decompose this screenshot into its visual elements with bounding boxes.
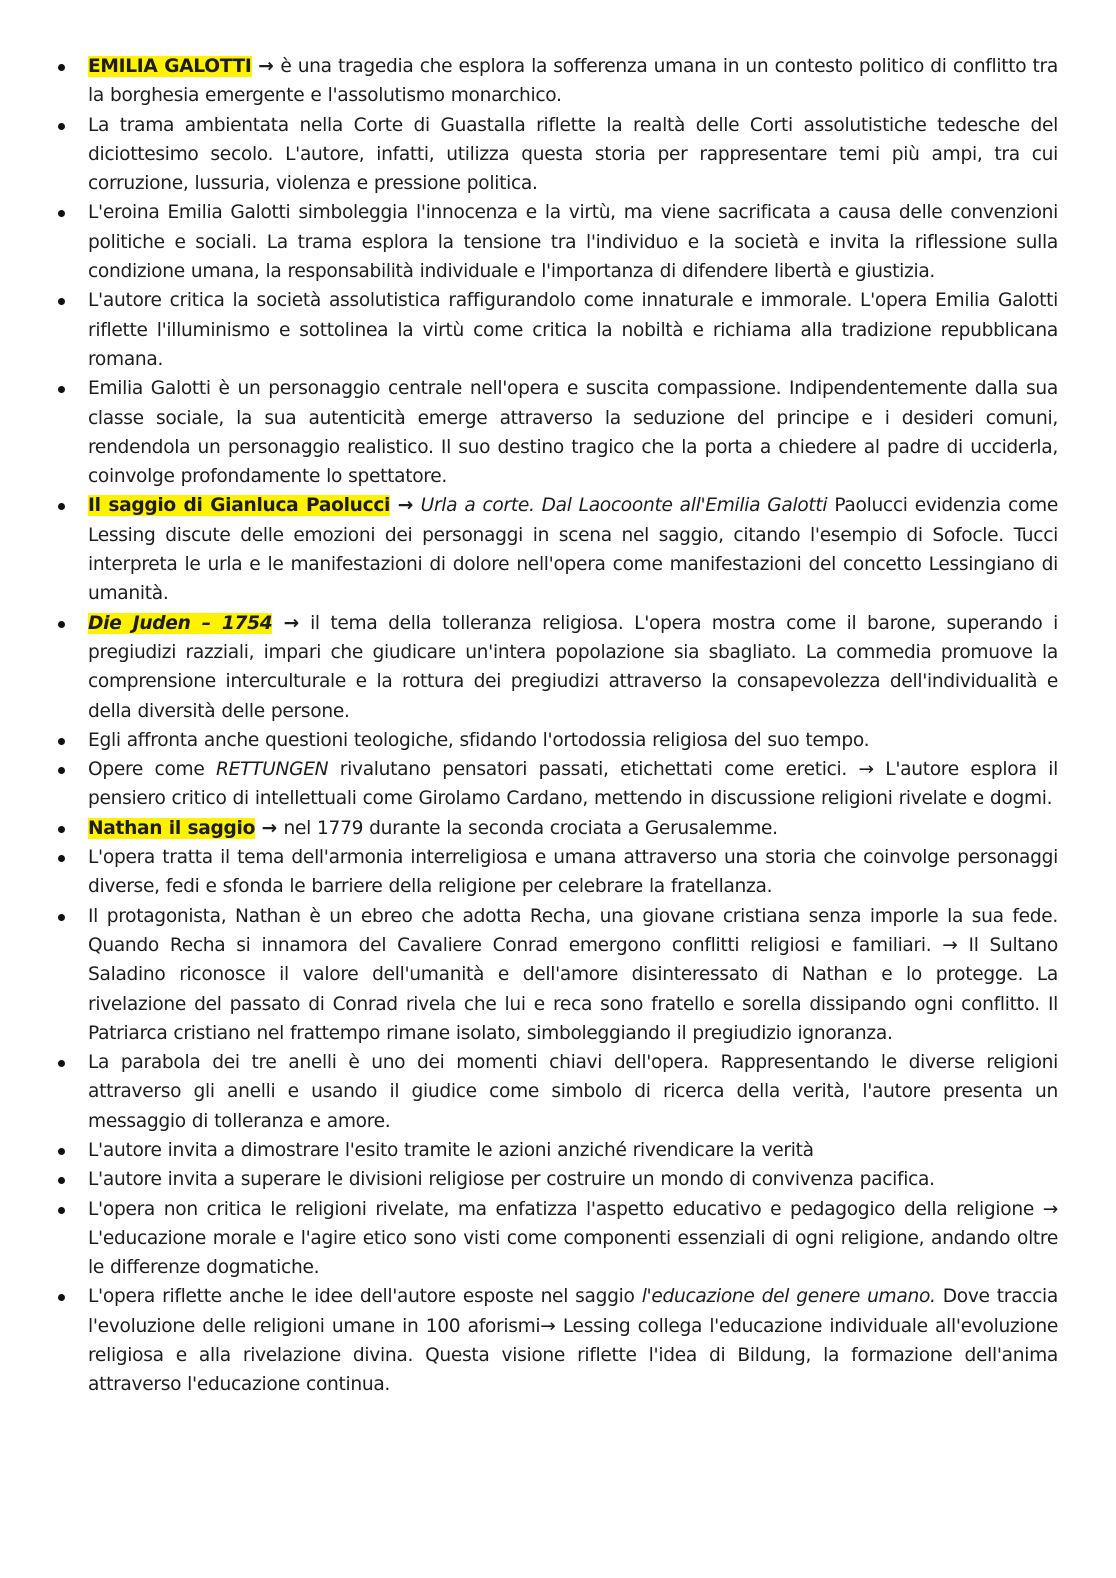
item-text: La parabola dei tre anelli è uno dei momenti chiavi dell'opera. Rappresentando le diverse religioni attraverso gli anelli e usando il giudice come simbolo di ricerca della verità, l'autore presenta un messaggio di tolleranza e amore. [88,1052,1058,1132]
work-title: RETTUNGEN [216,759,329,781]
essay-title: Urla a corte. Dal Laocoonte all'Emilia Galotti [420,495,828,517]
notes-list [60,52,1058,1400]
list-item [60,726,1058,755]
item-text: L'autore invita a dimostrare l'esito tramite le azioni anziché rivendicare la verità [88,1139,814,1161]
item-text: il tema della tolleranza religiosa. L'opera mostra come il barone, superando i pregiudizi razziali, impari che giudicare un'intera popolazione sia sbagliato. La commedia promuove la comprensione interculturale e la rottura dei pregiudizi attraverso la consapevolezza dell'individualità e della diversità delle persone. [88,612,1058,722]
arrow-icon: → [255,817,284,839]
list-item [60,111,1058,199]
list-item [60,814,1058,843]
essay-title: l'educazione del genere umano. [641,1286,936,1308]
list-item [60,491,1058,608]
highlighted-heading: Nathan il saggio [88,817,256,839]
arrow-icon: → [251,56,281,77]
item-text: L'autore invita a superare le divisioni religiose per costruire un mondo di convivenza pacifica. [88,1169,935,1191]
list-item [60,52,1058,111]
list-item [60,902,1058,1048]
item-text: Dove traccia l'evoluzione delle religioni umane in 100 aforismi→ Lessing collega l'educazione individuale all'evoluzione religiosa e alla rivelazione divina. Questa visione riflette l'idea di Bildung, la formazione dell'anima attraverso l'educazione continua. [88,1286,1058,1396]
item-text: Il protagonista, Nathan è un ebreo che adotta Recha, una giovane cristiana senza imporle la sua fede. Quando Recha si innamora del Cavaliere Conrad emergono conflitti religiosi e familiari. → Il Sultano Saladino riconosce il valore dell'umanità e dell'amore disinteressato di Nathan e lo protegge. La rivelazione del passato di Conrad rivela che lui e reca sono fratello e sorella dissipando ogni conflitto. Il Patriarca cristiano nel frattempo rimane isolato, simboleggiando il pregiudizio ignoranza. [88,905,1058,1044]
highlighted-heading: EMILIA GALOTTI [88,56,252,77]
list-item [60,286,1058,374]
highlighted-heading: Die Juden – 1754 [88,612,273,634]
item-text: rivalutano pensatori passati, etichettati come eretici. → L'autore esplora il pensiero critico di intellettuali come Girolamo Cardano, mettendo in discussione religioni rivelate e dogmi. [88,759,1058,810]
list-item [60,374,1058,491]
list-item [60,1282,1058,1399]
list-item [60,198,1058,286]
list-item [60,1136,1058,1165]
item-text: Paolucci evidenzia come Lessing discute delle emozioni dei personaggi in scena nel saggio, citando l'esempio di Sofocle. Tucci interpreta le urla e le manifestazioni di dolore nell'opera come manifestazioni del concetto Lessingiano di umanità. [88,495,1058,605]
item-prefix: L'opera riflette anche le idee dell'autore esposte nel saggio [88,1286,642,1308]
list-item [60,843,1058,902]
arrow-icon: → [390,495,421,517]
list-item [60,1048,1058,1136]
item-text: La trama ambientata nella Corte di Guastalla riflette la realtà delle Corti assolutistiche tedesche del diciottesimo secolo. L'autore, infatti, utilizza questa storia per rappresentare temi più ampi, tra cui corruzione, lussuria, violenza e pressione politica. [88,114,1058,195]
item-text: nel 1779 durante la seconda crociata a Gerusalemme. [283,817,778,839]
list-item [60,1195,1058,1283]
highlighted-heading: Il saggio di Gianluca Paolucci [88,495,391,517]
item-text: Emilia Galotti è un personaggio centrale nell'opera e suscita compassione. Indipendentemente dalla sua classe sociale, la sua autenticità emerge attraverso la seduzione del principe e i desideri comuni, rendendola un personaggio realistico. Il suo destino tragico che la porta a chiedere al padre di ucciderla, coinvolge profondamente lo spettatore. [88,378,1058,488]
item-text: L'autore critica la società assolutistica raffigurandolo come innaturale e immorale. L'opera Emilia Galotti riflette l'illuminismo e sottolinea la virtù come critica la nobiltà e richiama alla tradizione repubblicana romana. [88,290,1058,370]
item-text: L'opera tratta il tema dell'armonia interreligiosa e umana attraverso una storia che coinvolge personaggi diverse, fedi e sfonda le barriere della religione per celebrare la fratellanza. [88,847,1058,898]
list-item [60,609,1058,726]
item-prefix: Opere come [88,759,216,781]
arrow-icon: → [272,612,311,634]
list-item [60,755,1058,814]
item-text: L'eroina Emilia Galotti simboleggia l'innocenza e la virtù, ma viene sacrificata a causa delle convenzioni politiche e sociali. La trama esplora la tensione tra l'individuo e la società e invita la riflessione sulla condizione umana, la responsabilità individuale e l'importanza di difendere libertà e giustizia. [88,202,1058,283]
item-text: Egli affronta anche questioni teologiche, sfidando l'ortodossia religiosa del suo tempo. [88,729,870,751]
list-item [60,1165,1058,1194]
item-text: L'opera non critica le religioni rivelate, ma enfatizza l'aspetto educativo e pedagogico della religione → L'educazione morale e l'agire etico sono visti come componenti essenziali di ogni religione, andando oltre le differenze dogmatiche. [88,1198,1058,1279]
item-text: è una tragedia che esplora la sofferenza umana in un contesto politico di conflitto tra la borghesia emergente e l'assolutismo monarchico. [88,56,1058,107]
